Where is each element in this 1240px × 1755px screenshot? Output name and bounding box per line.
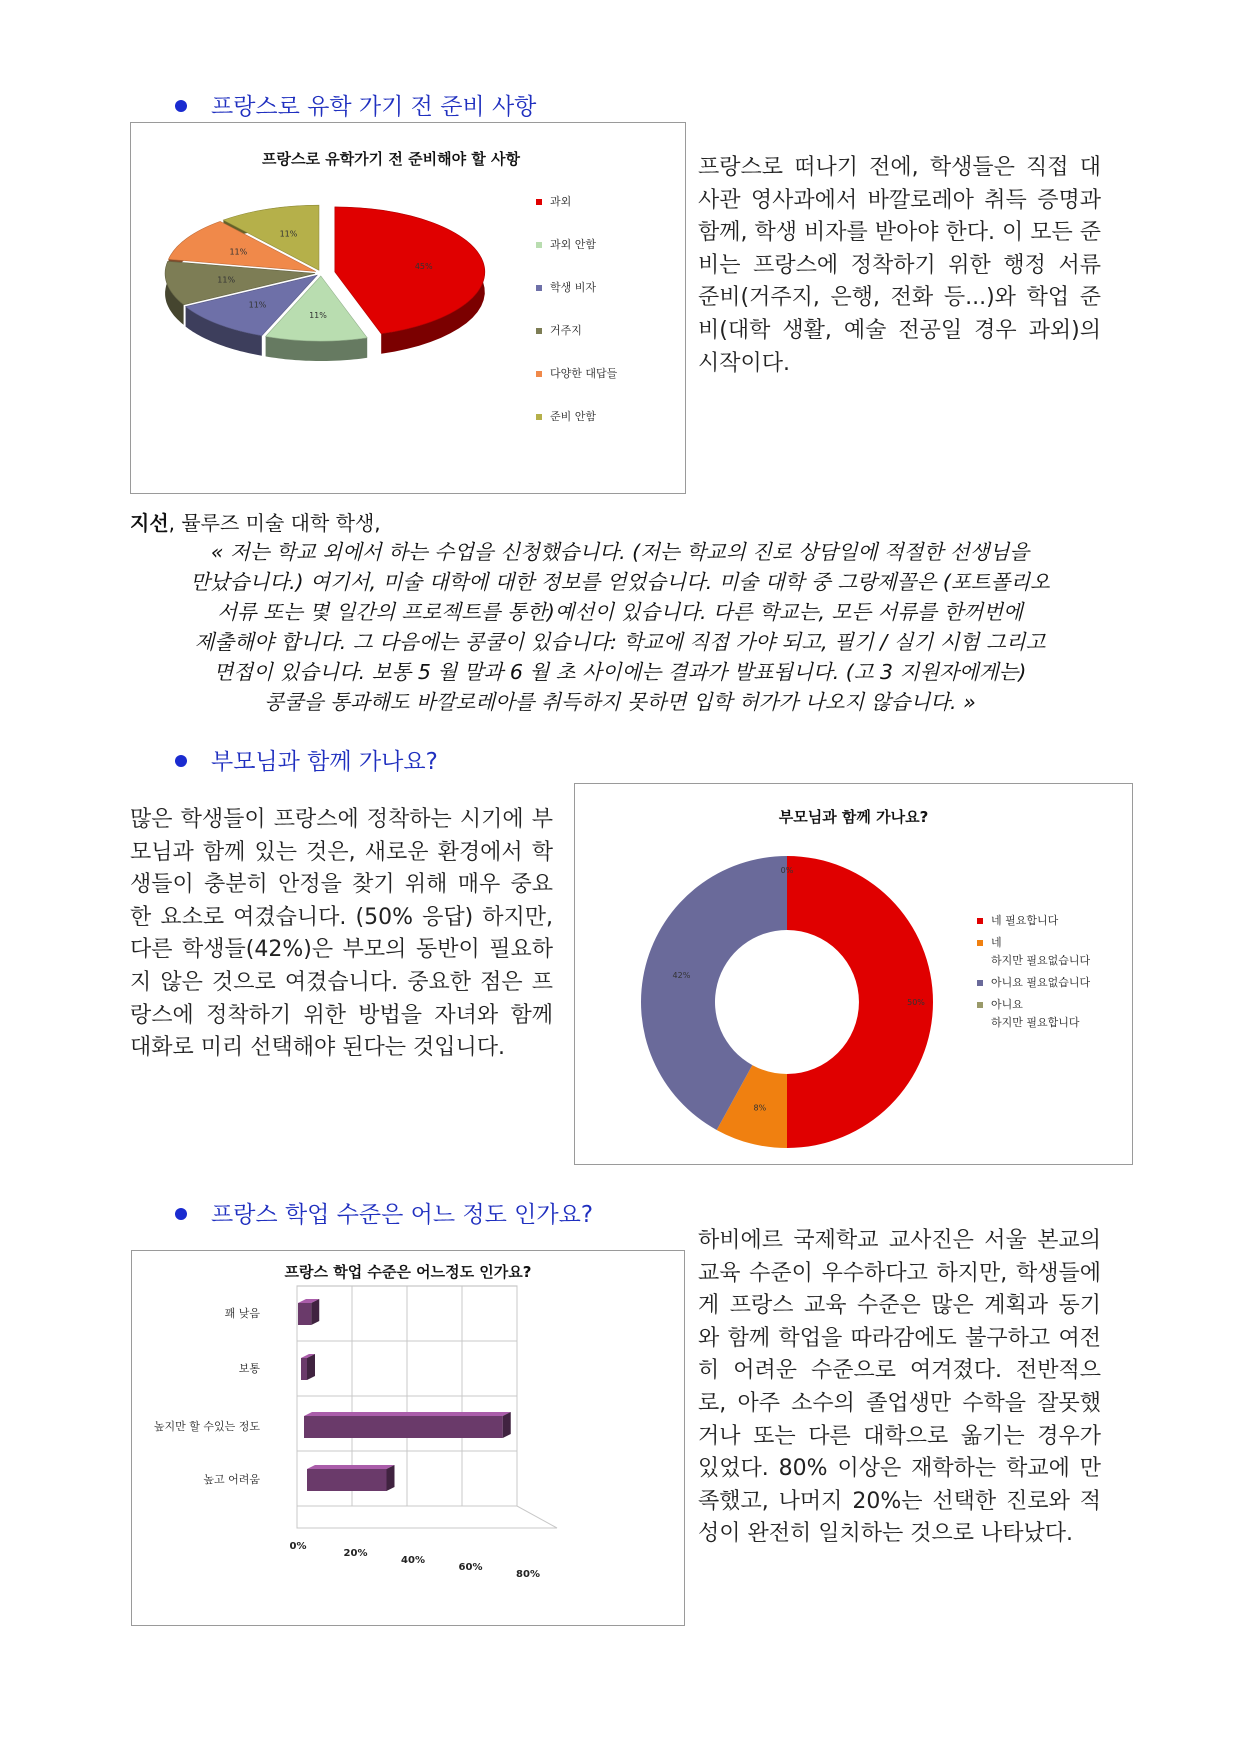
section-heading-text: 프랑스 학업 수준은 어느 정도 인가요? bbox=[211, 1202, 594, 1228]
chart-title: 프랑스로 유학가기 전 준비해야 할 사항 bbox=[262, 150, 520, 168]
bullet-icon bbox=[175, 100, 187, 112]
pie-data-label: 11% bbox=[309, 310, 327, 320]
category-label: 보통 bbox=[238, 1362, 260, 1375]
chart-level bbox=[131, 1250, 685, 1626]
bar-side bbox=[503, 1412, 511, 1438]
author-role: , 뮬루즈 미술 대학 학생, bbox=[168, 511, 381, 535]
legend-item bbox=[536, 408, 596, 424]
category-label: 높지만 할 수있는 정도 bbox=[153, 1420, 260, 1433]
pie-data-label: 11% bbox=[217, 275, 236, 285]
donut-data-label: 0% bbox=[780, 866, 794, 875]
chart-preparation bbox=[130, 122, 686, 494]
pie-data-label: 45% bbox=[414, 261, 433, 271]
quote-line: 서류 또는 몇 일간의 프로젝트를 통한)예선이 있습니다. 다른 학교는, 모든 서류를 한꺼번에 bbox=[217, 600, 1023, 624]
chart-legend bbox=[977, 912, 1127, 1062]
quote-line: 제출해야 합니다. 그 다음에는 콩쿨이 있습니다: 학교에 직접 가야 되고, 필기 / 실기 시험 그리고 bbox=[194, 630, 1046, 654]
quote-line: 만났습니다.) 여기서, 미술 대학에 대한 정보를 얻었습니다. 미술 대학 중 그랑제꼴은 (포트폴리오 bbox=[190, 570, 1050, 594]
legend-label: 아니요 필요없습니다 bbox=[977, 974, 1090, 992]
legend-swatch bbox=[536, 242, 542, 248]
pie-data-label: 11% bbox=[279, 229, 298, 239]
bar-top bbox=[307, 1465, 395, 1469]
section-heading-text: 부모님과 함께 가나요? bbox=[211, 749, 438, 775]
paragraph-parents: 많은 학생들이 프랑스에 정착하는 시기에 부모님과 함께 있는 것은, 새로운 환경에서 학생들이 충분히 안정을 찾기 위해 매우 중요한 요소로 여겼습니다. (50% 응답) 하지만, 다른 학생들(42%)은 부모의 동반이 필요하지 않은 것으로 여겼습니다. 중요한 점은 프랑스에 정착하기 위한 방법을 자녀와 함께 대화로 미리 선택해야 된다는 것입니다. bbox=[130, 807, 553, 1061]
legend-label: 다양한 대답들 bbox=[550, 367, 618, 380]
bullet-icon bbox=[175, 755, 187, 767]
bar-side bbox=[311, 1299, 319, 1325]
legend-swatch bbox=[977, 980, 983, 986]
paragraph-level: 하비에르 국제학교 교사진은 서울 본교의 교육 수준이 우수하다고 하지만, 학생들에게 프랑스 교육 수준은 많은 계획과 동기와 함께 학업을 따라감에도 불구하고 여전히 어려운 수준으로 여겨졌다. 전반적으로, 아주 소수의 졸업생만 수학을 잘못했거나 또는 다른 대학으로 옮기는 경우가 있었다. 80% 이상은 재학하는 학교에 만족했고, 나머지 20%는 선택한 진로와 적성이 완전히 일치하는 것으로 나타났다. bbox=[698, 1228, 1101, 1547]
legend-item bbox=[977, 996, 1080, 1032]
donut-data-label: 8% bbox=[753, 1103, 767, 1113]
legend-item bbox=[536, 193, 571, 209]
legend-label: 거주지 bbox=[550, 324, 582, 337]
legend-label: 하지만 필요합니다 bbox=[991, 1016, 1080, 1029]
donut-data-label: 42% bbox=[672, 970, 691, 980]
chart-title: 부모님과 함께 가나요? bbox=[778, 808, 929, 826]
legend-item bbox=[977, 974, 1090, 992]
category-label: 꽤 낮음 bbox=[224, 1307, 260, 1320]
category-label: 높고 어려움 bbox=[203, 1473, 260, 1486]
pie-data-label: 11% bbox=[229, 247, 248, 257]
x-tick-label: 80% bbox=[516, 1569, 540, 1580]
legend-swatch bbox=[977, 940, 983, 946]
quote-line: « 저는 학교 외에서 하는 수업을 신청했습니다. (저는 학교의 진로 상담일에 적절한 선생님을 bbox=[210, 540, 1030, 564]
legend-label: 과외 bbox=[550, 195, 572, 208]
legend-item bbox=[536, 236, 596, 252]
chart-legend bbox=[536, 193, 676, 493]
bar-chart-3d bbox=[132, 1251, 684, 1625]
bar bbox=[307, 1469, 387, 1491]
legend-swatch bbox=[536, 414, 542, 420]
bar-side bbox=[307, 1354, 315, 1380]
legend-label: 네 필요합니다 bbox=[977, 912, 1058, 930]
donut-data-label: 50% bbox=[907, 998, 925, 1007]
legend-item bbox=[536, 279, 596, 295]
legend-label: 네 bbox=[977, 934, 1090, 952]
legend-item bbox=[536, 365, 617, 381]
chart-floor bbox=[297, 1506, 557, 1528]
testimonial-author bbox=[130, 507, 381, 536]
x-tick-label: 0% bbox=[289, 1541, 307, 1552]
legend-label: 과외 안함 bbox=[550, 238, 597, 251]
section-heading-level bbox=[175, 1196, 593, 1229]
x-tick-label: 20% bbox=[343, 1548, 368, 1559]
bullet-icon bbox=[175, 1208, 187, 1220]
bar bbox=[298, 1303, 311, 1325]
legend-item bbox=[977, 934, 1090, 970]
bar-top bbox=[304, 1412, 511, 1416]
bar-side bbox=[387, 1465, 395, 1491]
legend-swatch bbox=[536, 285, 542, 291]
legend-label: 하지만 필요없습니다 bbox=[991, 954, 1091, 967]
quote-line: 콩쿨을 통과해도 바깔로레아를 취득하지 못하면 입학 허가가 나오지 않습니다. » bbox=[264, 690, 976, 714]
author-name: 지선 bbox=[130, 511, 169, 535]
legend-swatch bbox=[977, 1002, 983, 1008]
chart-parents bbox=[574, 783, 1133, 1165]
legend-item bbox=[977, 912, 1058, 930]
paragraph-preparation: 프랑스로 떠나기 전에, 학생들은 직접 대사관 영사과에서 바깔로레아 취득 증명과 함께, 학생 비자를 받아야 한다. 이 모든 준비는 프랑스에 정착하기 위한 행정 서류 준비(거주지, 은행, 전화 등...)와 학업 준비(대학 생활, 예술 전공일 경우 과외)의 시작이다. bbox=[698, 155, 1101, 376]
bar bbox=[304, 1416, 503, 1438]
legend-label: 준비 안함 bbox=[550, 410, 597, 423]
legend-swatch bbox=[536, 328, 542, 334]
quote-line: 면접이 있습니다. 보통 5 월 말과 6 월 초 사이에는 결과가 발표됩니다. (고 3 지원자에게는) bbox=[213, 660, 1027, 684]
pie-data-label: 11% bbox=[248, 300, 267, 310]
bar bbox=[301, 1358, 307, 1380]
legend-item bbox=[536, 322, 582, 338]
x-tick-label: 40% bbox=[401, 1555, 425, 1566]
section-heading-parents bbox=[175, 743, 438, 776]
legend-swatch bbox=[536, 371, 542, 377]
legend-label: 아니요 bbox=[977, 996, 1080, 1014]
legend-swatch bbox=[536, 199, 542, 205]
legend-label: 학생 비자 bbox=[550, 281, 597, 294]
section-heading-preparation bbox=[175, 88, 536, 121]
section-heading-text: 프랑스로 유학 가기 전 준비 사항 bbox=[211, 94, 537, 120]
chart-title: 프랑스 학업 수준은 어느정도 인가요? bbox=[284, 1263, 532, 1281]
legend-swatch bbox=[977, 918, 983, 924]
x-tick-label: 60% bbox=[458, 1562, 483, 1573]
